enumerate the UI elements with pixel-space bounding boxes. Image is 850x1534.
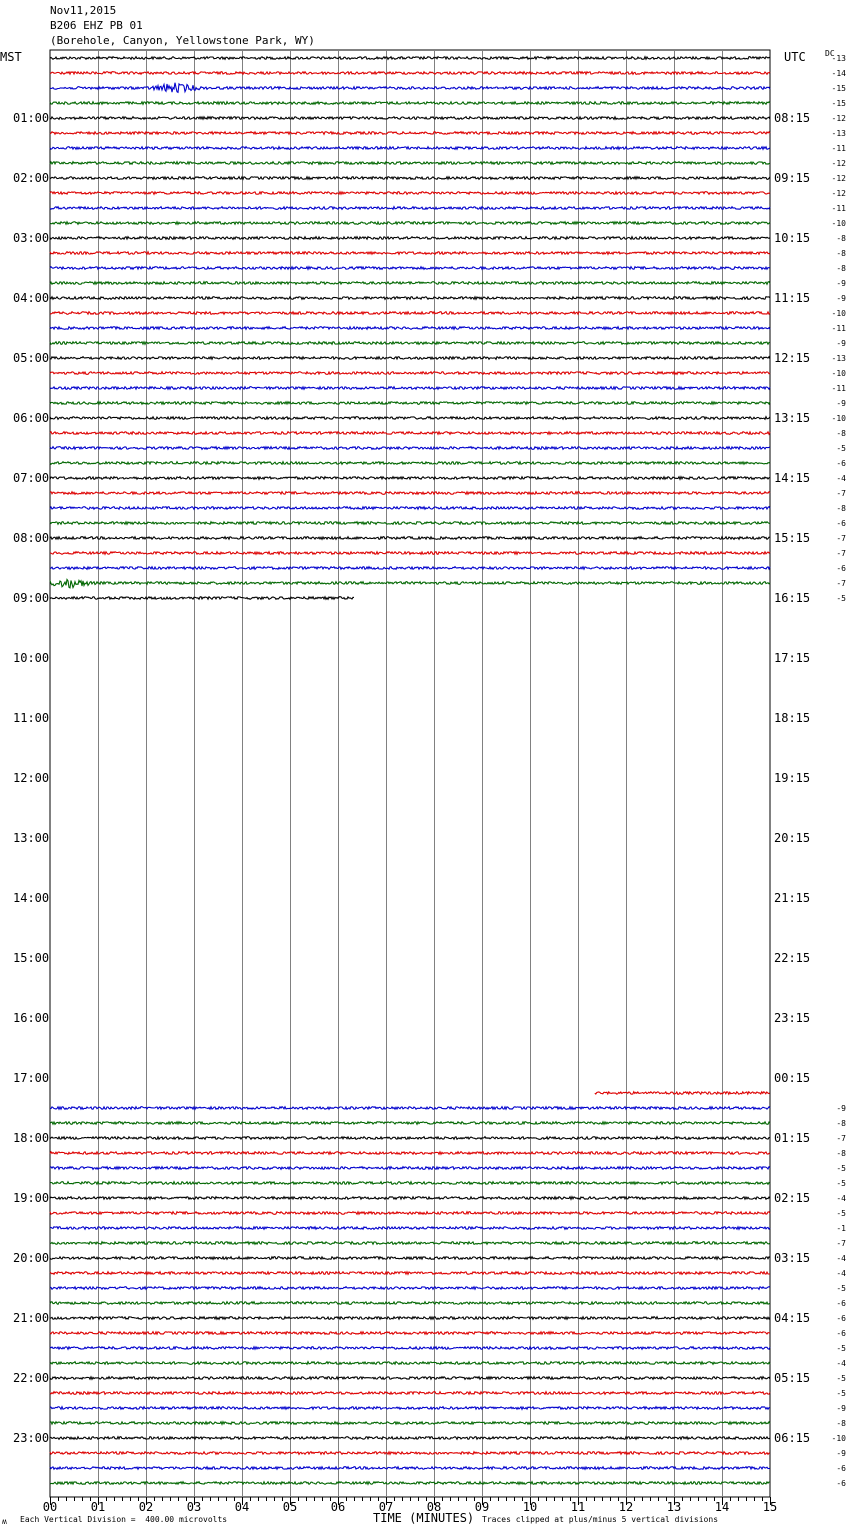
dc-offset-label: -9 (836, 1449, 846, 1458)
hour-label-left: 14:00 (13, 891, 50, 905)
x-tick-label: 08 (426, 1500, 442, 1514)
dc-offset-label: -5 (836, 1344, 846, 1353)
seismogram-trace (50, 1272, 770, 1275)
seismogram-trace (50, 1332, 770, 1335)
dc-offset-label: -14 (831, 69, 846, 78)
seismogram-trace (50, 1197, 770, 1200)
hour-label-left: 03:00 (13, 231, 50, 245)
hour-label-right: 05:15 (774, 1371, 811, 1385)
dc-offset-label: -5 (836, 1374, 846, 1383)
seismogram-trace (50, 492, 770, 495)
dc-offset-label: -6 (836, 519, 846, 528)
dc-offset-label: -4 (836, 1254, 846, 1263)
seismogram-trace (50, 83, 770, 93)
seismogram-trace (50, 147, 770, 150)
x-tick-label: 12 (618, 1500, 634, 1514)
dc-offset-label: -11 (831, 324, 846, 333)
seismogram-trace (50, 1107, 770, 1110)
seismogram-trace (50, 1482, 770, 1485)
hour-label-right: 02:15 (774, 1191, 811, 1205)
dc-offset-label: -9 (836, 294, 846, 303)
x-tick-label: 03 (186, 1500, 202, 1514)
dc-offset-label: -4 (836, 1194, 846, 1203)
hour-label-left: 19:00 (13, 1191, 50, 1205)
dc-offset-label: -9 (836, 339, 846, 348)
seismogram-trace (50, 342, 770, 345)
seismogram-trace (50, 297, 770, 300)
dc-offset-label: -13 (831, 354, 846, 363)
dc-offset-label: -8 (836, 249, 846, 258)
x-tick-label: 05 (282, 1500, 298, 1514)
seismogram-trace (50, 1452, 770, 1455)
dc-offset-label: -5 (836, 1209, 846, 1218)
hour-label-right: 13:15 (774, 411, 811, 425)
seismogram-trace (50, 1287, 770, 1290)
hour-label-left: 21:00 (13, 1311, 50, 1325)
dc-offset-label: -11 (831, 204, 846, 213)
dc-offset-label: -5 (836, 1164, 846, 1173)
hour-label-left: 08:00 (13, 531, 50, 545)
seismogram-trace (50, 102, 770, 105)
hour-label-right: 18:15 (774, 711, 811, 725)
seismogram-trace (50, 1212, 770, 1215)
seismogram-trace (50, 580, 770, 588)
dc-offset-label: -7 (836, 549, 846, 558)
dc-offset-label: -12 (831, 174, 846, 183)
dc-offset-label: -6 (836, 1299, 846, 1308)
dc-offset-label: -15 (831, 84, 846, 93)
seismogram-trace (50, 267, 770, 270)
corner-mark: ʍ (2, 1517, 7, 1526)
hour-label-left: 10:00 (13, 651, 50, 665)
seismogram-trace (50, 1227, 770, 1230)
hour-label-right: 00:15 (774, 1071, 811, 1085)
hour-label-right: 08:15 (774, 111, 811, 125)
seismogram-trace (50, 312, 770, 315)
hour-label-right: 10:15 (774, 231, 811, 245)
dc-offset-label: -12 (831, 114, 846, 123)
seismogram-trace (50, 1167, 770, 1170)
dc-offset-label: -5 (836, 594, 846, 603)
seismogram-trace (50, 1182, 770, 1185)
plot-frame (50, 50, 770, 1497)
dc-offset-label: -9 (836, 279, 846, 288)
seismogram-trace (50, 162, 770, 165)
dc-offset-label: -9 (836, 1104, 846, 1113)
dc-offset-label: -5 (836, 1179, 846, 1188)
dc-offset-label: -8 (836, 264, 846, 273)
seismogram-trace (50, 1257, 770, 1260)
seismogram-trace (50, 387, 770, 390)
hour-label-right: 19:15 (774, 771, 811, 785)
dc-offset-label: -11 (831, 384, 846, 393)
hour-label-left: 18:00 (13, 1131, 50, 1145)
seismogram-trace (50, 1407, 770, 1410)
hour-label-left: 17:00 (13, 1071, 50, 1085)
dc-offset-label: -11 (831, 144, 846, 153)
x-tick-label: 06 (330, 1500, 346, 1514)
dc-offset-label: -5 (836, 444, 846, 453)
hour-label-right: 04:15 (774, 1311, 811, 1325)
dc-offset-label: -10 (831, 414, 846, 423)
seismogram-trace (50, 237, 770, 240)
dc-offset-label: -8 (836, 1419, 846, 1428)
seismogram-trace (50, 417, 770, 420)
x-tick-label: 04 (234, 1500, 250, 1514)
dc-offset-label: -6 (836, 1464, 846, 1473)
hour-label-right: 03:15 (774, 1251, 811, 1265)
hour-label-right: 20:15 (774, 831, 811, 845)
seismogram-trace (50, 207, 770, 210)
hour-label-right: 23:15 (774, 1011, 811, 1025)
seismogram-trace (50, 1152, 770, 1155)
hour-label-left: 12:00 (13, 771, 50, 785)
hour-label-right: 01:15 (774, 1131, 811, 1145)
hour-label-left: 04:00 (13, 291, 50, 305)
hour-label-right: 12:15 (774, 351, 811, 365)
dc-offset-label: -7 (836, 534, 846, 543)
x-tick-label: 13 (666, 1500, 682, 1514)
x-tick-label: 14 (714, 1500, 730, 1514)
seismogram-trace (50, 1122, 770, 1125)
dc-offset-label: -4 (836, 474, 846, 483)
hour-label-left: 09:00 (13, 591, 50, 605)
seismogram-trace (50, 327, 770, 330)
hour-label-right: 21:15 (774, 891, 811, 905)
dc-offset-label: -6 (836, 1314, 846, 1323)
seismogram-trace (50, 522, 770, 525)
dc-offset-label: -10 (831, 1434, 846, 1443)
seismogram-trace (50, 432, 770, 435)
station-code: B206 EHZ PB 01 (50, 19, 143, 32)
seismogram-trace (50, 117, 770, 120)
hour-label-left: 06:00 (13, 411, 50, 425)
dc-offset-label: -15 (831, 99, 846, 108)
dc-offset-label: -8 (836, 1149, 846, 1158)
right-timezone-label: UTC (784, 50, 806, 64)
dc-offset-label: -9 (836, 399, 846, 408)
seismogram-trace (50, 372, 770, 375)
seismogram-trace (50, 192, 770, 195)
seismogram-trace (50, 282, 770, 285)
x-tick-label: 15 (762, 1500, 778, 1514)
hour-label-left: 07:00 (13, 471, 50, 485)
hour-label-left: 20:00 (13, 1251, 50, 1265)
seismogram-trace (50, 1467, 770, 1470)
hour-label-right: 15:15 (774, 531, 811, 545)
dc-offset-label: -7 (836, 1134, 846, 1143)
seismogram-trace (50, 597, 354, 600)
x-axis-label: TIME (MINUTES) (373, 1511, 475, 1525)
hour-label-left: 15:00 (13, 951, 50, 965)
hour-label-left: 02:00 (13, 171, 50, 185)
seismogram-trace (595, 1092, 770, 1095)
dc-offset-label: -8 (836, 429, 846, 438)
dc-offset-label: -8 (836, 1119, 846, 1128)
dc-offset-label: -7 (836, 489, 846, 498)
seismogram-trace (50, 552, 770, 555)
hour-label-left: 01:00 (13, 111, 50, 125)
dc-offset-label: -6 (836, 459, 846, 468)
dc-offset-label: -1 (836, 1224, 846, 1233)
x-tick-label: 00 (42, 1500, 58, 1514)
dc-offset-label: -4 (836, 1359, 846, 1368)
seismogram-trace (50, 57, 770, 60)
seismogram-trace (50, 1377, 770, 1380)
seismogram-trace (50, 222, 770, 225)
clipping-note: Traces clipped at plus/minus 5 vertical divisions (482, 1515, 719, 1524)
dc-offset-label: -6 (836, 1329, 846, 1338)
hour-label-left: 23:00 (13, 1431, 50, 1445)
seismogram-trace (50, 1137, 770, 1140)
dc-offset-label: -4 (836, 1269, 846, 1278)
dc-offset-label: -7 (836, 579, 846, 588)
hour-label-right: 06:15 (774, 1431, 811, 1445)
seismogram-trace (50, 1362, 770, 1365)
hour-label-right: 17:15 (774, 651, 811, 665)
seismogram-trace (50, 132, 770, 135)
dc-offset-label: -13 (831, 54, 846, 63)
vertical-division-note: Each Vertical Division = 400.00 microvolts (20, 1515, 228, 1524)
seismogram-trace (50, 1242, 770, 1245)
hour-label-left: 13:00 (13, 831, 50, 845)
hour-label-left: 05:00 (13, 351, 50, 365)
dc-offset-label: -9 (836, 1404, 846, 1413)
x-tick-label: 01 (90, 1500, 106, 1514)
hour-label-right: 11:15 (774, 291, 811, 305)
seismogram-trace (50, 1302, 770, 1305)
x-tick-label: 10 (522, 1500, 538, 1514)
hour-label-left: 11:00 (13, 711, 50, 725)
dc-offset-label: -5 (836, 1389, 846, 1398)
seismogram-trace (50, 537, 770, 540)
seismogram-trace (50, 1347, 770, 1350)
hour-label-right: 16:15 (774, 591, 811, 605)
x-tick-label: 11 (570, 1500, 586, 1514)
station-location: (Borehole, Canyon, Yellowstone Park, WY) (50, 34, 315, 47)
dc-offset-label: -7 (836, 1239, 846, 1248)
seismogram-trace (50, 1392, 770, 1395)
seismogram-trace (50, 1317, 770, 1320)
dc-offset-label: -8 (836, 504, 846, 513)
hour-label-left: 16:00 (13, 1011, 50, 1025)
hour-label-right: 14:15 (774, 471, 811, 485)
dc-offset-header: DC (825, 49, 835, 58)
dc-offset-label: -6 (836, 564, 846, 573)
seismogram-trace (50, 1422, 770, 1425)
dc-offset-label: -13 (831, 129, 846, 138)
dc-offset-label: -10 (831, 309, 846, 318)
x-tick-label: 07 (378, 1500, 394, 1514)
dc-offset-label: -10 (831, 219, 846, 228)
x-tick-label: 02 (138, 1500, 154, 1514)
dc-offset-label: -10 (831, 369, 846, 378)
seismogram-trace (50, 507, 770, 510)
seismogram-trace (50, 1437, 770, 1440)
seismogram-trace (50, 402, 770, 405)
dc-offset-label: -12 (831, 159, 846, 168)
x-tick-label: 09 (474, 1500, 490, 1514)
seismogram-trace (50, 462, 770, 465)
dc-offset-label: -6 (836, 1479, 846, 1488)
seismogram-trace (50, 447, 770, 450)
dc-offset-label: -12 (831, 189, 846, 198)
left-timezone-label: MST (0, 50, 22, 64)
seismogram-trace (50, 72, 770, 75)
hour-label-right: 22:15 (774, 951, 811, 965)
seismogram-trace (50, 567, 770, 570)
seismogram-trace (50, 477, 770, 480)
hour-label-right: 09:15 (774, 171, 811, 185)
seismogram-trace (50, 177, 770, 180)
seismogram-trace (50, 357, 770, 360)
dc-offset-label: -8 (836, 234, 846, 243)
plot-date: Nov11,2015 (50, 4, 117, 17)
hour-label-left: 22:00 (13, 1371, 50, 1385)
dc-offset-label: -5 (836, 1284, 846, 1293)
seismogram-trace (50, 252, 770, 255)
